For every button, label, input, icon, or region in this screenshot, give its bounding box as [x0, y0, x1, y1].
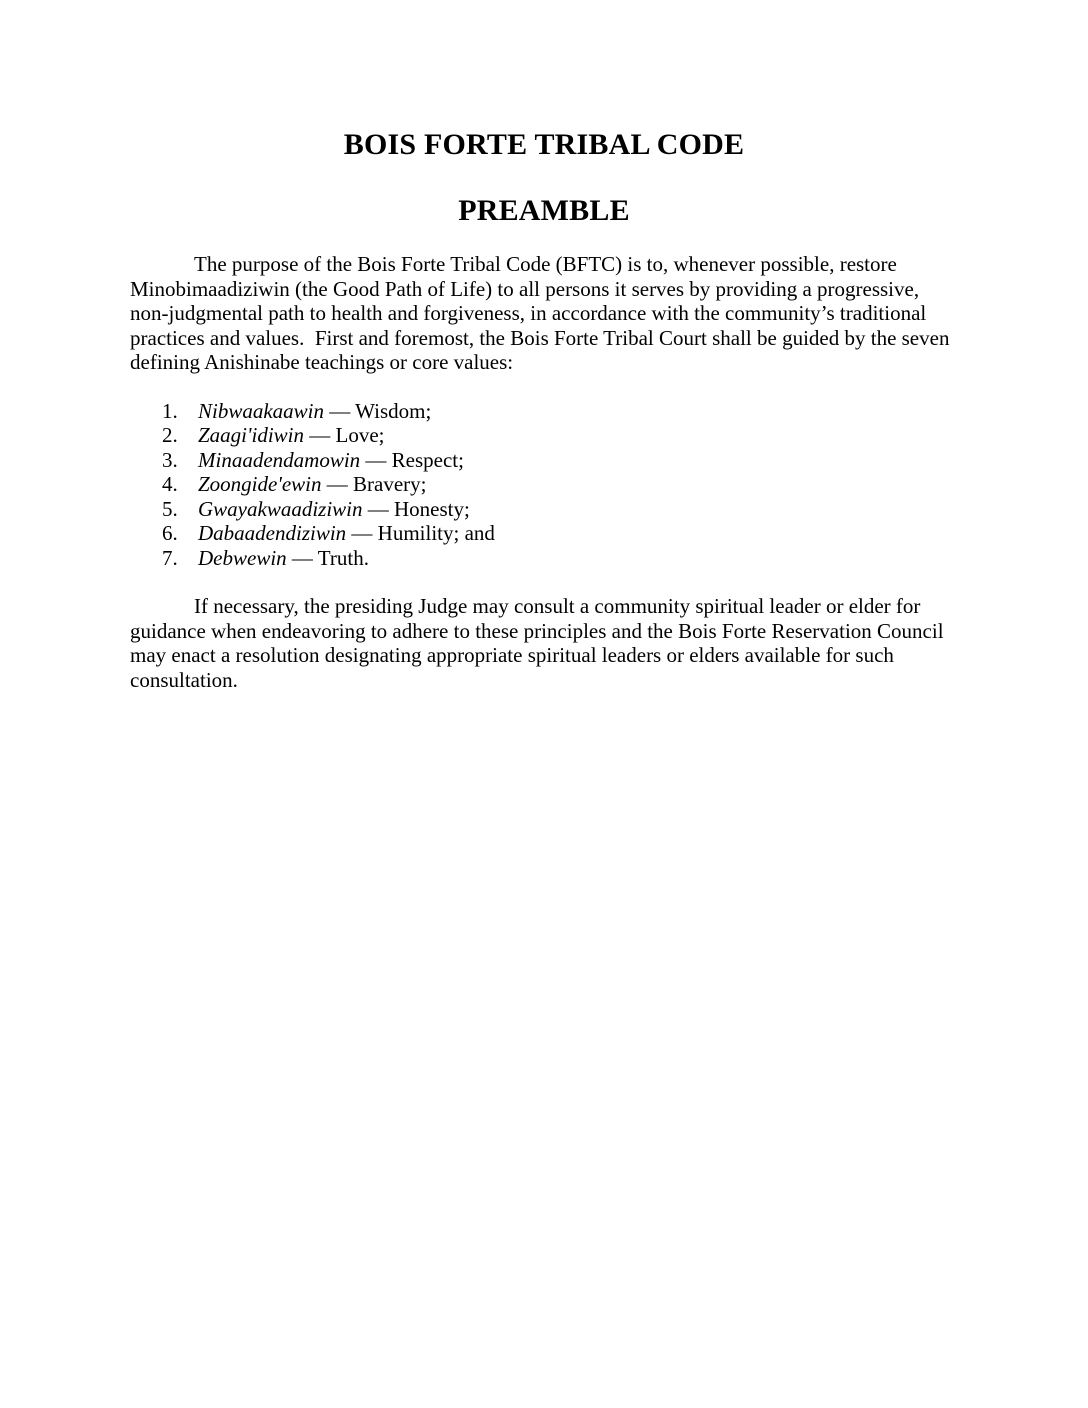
item-number: 7. [162, 545, 178, 570]
list-item-bravery [130, 472, 958, 497]
item-dash: — [329, 398, 351, 423]
item-number: 1. [162, 398, 178, 423]
item-definition: Honesty; [394, 496, 470, 521]
core-values-list [130, 399, 958, 571]
item-term: Gwayakwaadiziwin [198, 496, 363, 521]
item-number: 6. [162, 521, 178, 545]
item-dash: — [367, 496, 389, 521]
item-dash: — [365, 447, 387, 472]
list-item-humility [130, 521, 958, 546]
list-item-wisdom [130, 399, 958, 424]
item-definition: Love; [335, 423, 385, 447]
item-definition: Respect; [391, 447, 464, 472]
item-definition: Wisdom; [355, 398, 432, 423]
item-number: 2. [162, 423, 178, 447]
item-term: Nibwaakaawin [198, 398, 325, 423]
item-dash: — [351, 521, 373, 545]
item-term: Debwewin [198, 545, 287, 570]
item-definition: Humility; and [377, 521, 495, 545]
item-dash: — [309, 423, 331, 447]
item-number: 4. [162, 472, 178, 496]
list-item-honesty [130, 497, 958, 522]
item-dash: — [291, 545, 313, 570]
consultation-paragraph: If necessary, the presiding Judge may consult a community spiritual leader or elder for guidance when endeavoring to adhere to these principles and the Bois Forte Reservation Council may enact a resolution designating appropriate spiritual leaders or elders available for such consultation. [130, 594, 944, 692]
page-title: BOIS FORTE TRIBAL CODE [343, 128, 745, 161]
item-number: 5. [162, 496, 178, 521]
list-item-love [130, 423, 958, 448]
list-item-respect [130, 448, 958, 473]
purpose-paragraph: The purpose of the Bois Forte Tribal Code (BFTC) is to, whenever possible, restore Minobimaadiziwin (the Good Path of Life) to all persons it serves by providing a progressive, non-judgmental path to health and forgiveness, in accordance with the community’s traditional practices and values. First and foremost, the Bois Forte Tribal Court shall be guided by the seven defining Anishinabe teachings or core values: [130, 252, 950, 374]
item-term: Dabaadendiziwin [198, 521, 347, 545]
item-dash: — [326, 472, 348, 496]
item-number: 3. [162, 447, 178, 472]
item-term: Minaadendamowin [198, 447, 361, 472]
item-definition: Truth. [317, 545, 369, 570]
item-term: Zoongide'ewin [198, 472, 322, 496]
preamble-heading: PREAMBLE [458, 193, 630, 227]
item-term: Zaagi'idiwin [198, 423, 305, 447]
item-definition: Bravery; [353, 472, 427, 496]
list-item-truth [130, 546, 958, 571]
